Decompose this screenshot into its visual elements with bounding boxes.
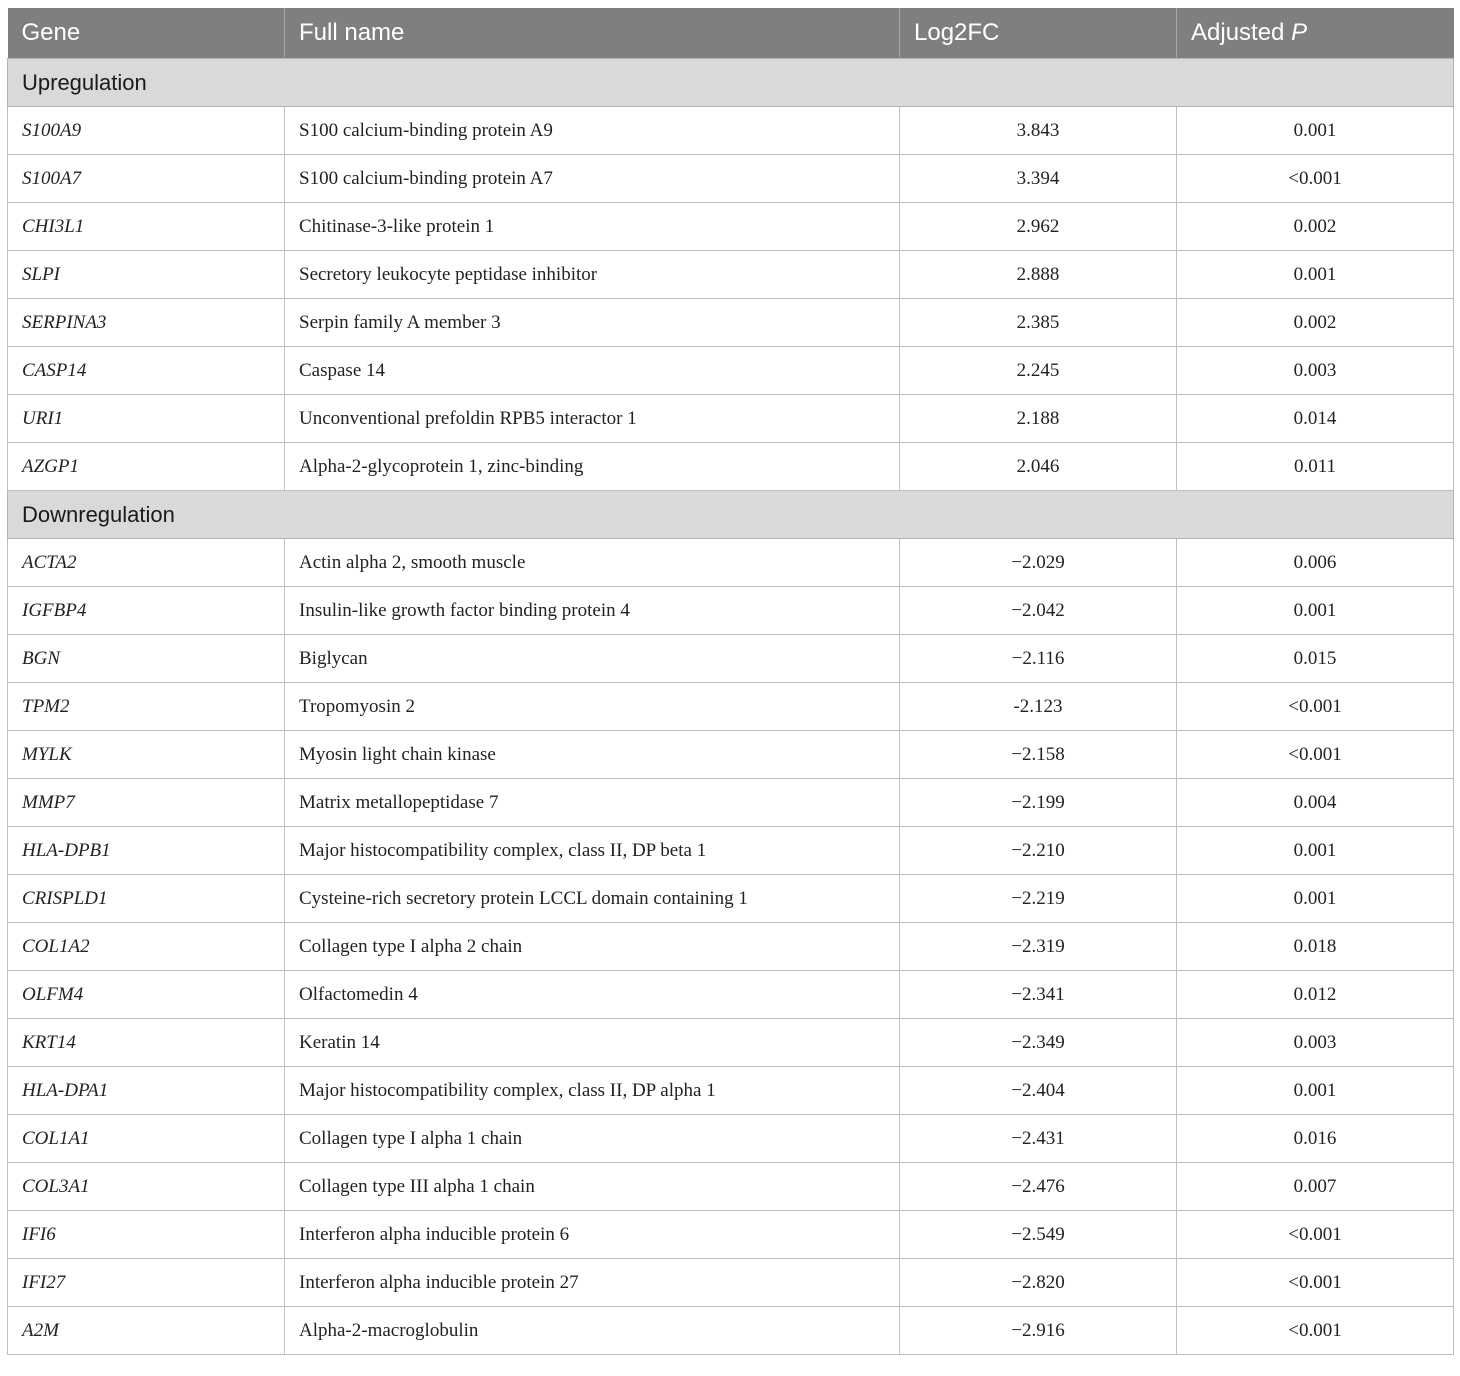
adjusted-p-cell: 0.001 [1177,587,1454,635]
table-row [8,107,1454,155]
gene-cell: AZGP1 [8,443,285,491]
full-name-cell: Myosin light chain kinase [285,731,900,779]
table-row [8,683,1454,731]
log2fc-cell: 2.046 [900,443,1177,491]
table-row [8,395,1454,443]
adjusted-p-cell: <0.001 [1177,731,1454,779]
full-name-cell: Serpin family A member 3 [285,299,900,347]
full-name-cell: Collagen type I alpha 2 chain [285,923,900,971]
header-full-name: Full name [285,8,900,59]
full-name-cell: Actin alpha 2, smooth muscle [285,539,900,587]
full-name-cell: Keratin 14 [285,1019,900,1067]
gene-cell: HLA-DPB1 [8,827,285,875]
log2fc-cell: −2.349 [900,1019,1177,1067]
gene-cell: KRT14 [8,1019,285,1067]
gene-cell: TPM2 [8,683,285,731]
gene-cell: BGN [8,635,285,683]
table-row [8,1211,1454,1259]
header-adjusted-p [1177,8,1454,59]
adjusted-p-cell: 0.014 [1177,395,1454,443]
log2fc-cell: −2.029 [900,539,1177,587]
header-log2fc: Log2FC [900,8,1177,59]
gene-cell: COL1A2 [8,923,285,971]
log2fc-cell: 2.188 [900,395,1177,443]
adjusted-p-cell: <0.001 [1177,1211,1454,1259]
table-row [8,299,1454,347]
log2fc-cell: −2.199 [900,779,1177,827]
section-title: Upregulation [8,59,1454,107]
gene-cell: S100A9 [8,107,285,155]
adjusted-p-cell: 0.001 [1177,1067,1454,1115]
full-name-cell: Alpha-2-macroglobulin [285,1307,900,1355]
log2fc-cell: −2.210 [900,827,1177,875]
table-row [8,587,1454,635]
gene-cell: OLFM4 [8,971,285,1019]
table-row [8,827,1454,875]
full-name-cell: Interferon alpha inducible protein 27 [285,1259,900,1307]
header-row [8,8,1454,59]
log2fc-cell: −2.116 [900,635,1177,683]
full-name-cell: Major histocompatibility complex, class II, DP alpha 1 [285,1067,900,1115]
table-row [8,443,1454,491]
log2fc-cell: −2.219 [900,875,1177,923]
adjusted-p-cell: <0.001 [1177,683,1454,731]
table-row [8,155,1454,203]
adjusted-p-cell: <0.001 [1177,1307,1454,1355]
log2fc-cell: 2.962 [900,203,1177,251]
adjusted-p-cell: <0.001 [1177,1259,1454,1307]
log2fc-cell: −2.820 [900,1259,1177,1307]
log2fc-cell: 2.888 [900,251,1177,299]
log2fc-cell: 3.394 [900,155,1177,203]
table-header [8,8,1454,59]
table-row [8,875,1454,923]
adjusted-p-cell: 0.007 [1177,1163,1454,1211]
full-name-cell: Alpha-2-glycoprotein 1, zinc-binding [285,443,900,491]
table-row [8,203,1454,251]
table-container [7,8,1453,1355]
full-name-cell: Caspase 14 [285,347,900,395]
table-row [8,1259,1454,1307]
gene-cell: CRISPLD1 [8,875,285,923]
log2fc-cell: 2.385 [900,299,1177,347]
log2fc-cell: −2.042 [900,587,1177,635]
gene-cell: IGFBP4 [8,587,285,635]
log2fc-cell: -2.123 [900,683,1177,731]
full-name-cell: Collagen type I alpha 1 chain [285,1115,900,1163]
adjusted-p-cell: 0.002 [1177,299,1454,347]
gene-cell: CASP14 [8,347,285,395]
gene-cell: MMP7 [8,779,285,827]
full-name-cell: Insulin-like growth factor binding protein 4 [285,587,900,635]
adjusted-p-cell: 0.012 [1177,971,1454,1019]
adjusted-p-cell: 0.015 [1177,635,1454,683]
full-name-cell: Major histocompatibility complex, class II, DP beta 1 [285,827,900,875]
adjusted-p-cell: 0.001 [1177,827,1454,875]
section-row [8,491,1454,539]
adjusted-p-cell: 0.006 [1177,539,1454,587]
adjusted-p-cell: 0.001 [1177,107,1454,155]
table-row [8,1307,1454,1355]
gene-cell: ACTA2 [8,539,285,587]
log2fc-cell: −2.341 [900,971,1177,1019]
gene-cell: HLA-DPA1 [8,1067,285,1115]
adjusted-p-cell: 0.003 [1177,1019,1454,1067]
full-name-cell: Collagen type III alpha 1 chain [285,1163,900,1211]
header-adjusted-p-label: Adjusted [1191,19,1292,46]
log2fc-cell: 3.843 [900,107,1177,155]
log2fc-cell: 2.245 [900,347,1177,395]
table-row [8,347,1454,395]
table-row [8,1163,1454,1211]
adjusted-p-cell: 0.004 [1177,779,1454,827]
table-row [8,923,1454,971]
adjusted-p-cell: 0.018 [1177,923,1454,971]
full-name-cell: Unconventional prefoldin RPB5 interactor 1 [285,395,900,443]
section-row [8,59,1454,107]
table-row [8,1115,1454,1163]
gene-expression-table [7,8,1454,1355]
adjusted-p-cell: 0.001 [1177,251,1454,299]
log2fc-cell: −2.549 [900,1211,1177,1259]
adjusted-p-cell: 0.003 [1177,347,1454,395]
table-row [8,251,1454,299]
header-gene: Gene [8,8,285,59]
full-name-cell: S100 calcium-binding protein A9 [285,107,900,155]
full-name-cell: Olfactomedin 4 [285,971,900,1019]
gene-cell: MYLK [8,731,285,779]
gene-cell: COL3A1 [8,1163,285,1211]
gene-cell: S100A7 [8,155,285,203]
gene-cell: URI1 [8,395,285,443]
gene-cell: COL1A1 [8,1115,285,1163]
full-name-cell: Matrix metallopeptidase 7 [285,779,900,827]
log2fc-cell: −2.158 [900,731,1177,779]
table-row [8,1067,1454,1115]
full-name-cell: Interferon alpha inducible protein 6 [285,1211,900,1259]
log2fc-cell: −2.916 [900,1307,1177,1355]
log2fc-cell: −2.319 [900,923,1177,971]
table-row [8,539,1454,587]
adjusted-p-cell: 0.016 [1177,1115,1454,1163]
section-title: Downregulation [8,491,1454,539]
table-row [8,1019,1454,1067]
table-row [8,731,1454,779]
full-name-cell: Chitinase-3-like protein 1 [285,203,900,251]
gene-cell: CHI3L1 [8,203,285,251]
gene-cell: SLPI [8,251,285,299]
log2fc-cell: −2.404 [900,1067,1177,1115]
gene-cell: IFI6 [8,1211,285,1259]
table-row [8,635,1454,683]
full-name-cell: Secretory leukocyte peptidase inhibitor [285,251,900,299]
adjusted-p-cell: 0.001 [1177,875,1454,923]
gene-cell: IFI27 [8,1259,285,1307]
table-row [8,779,1454,827]
adjusted-p-cell: 0.011 [1177,443,1454,491]
full-name-cell: S100 calcium-binding protein A7 [285,155,900,203]
full-name-cell: Biglycan [285,635,900,683]
table-body [8,59,1454,1355]
gene-cell: SERPINA3 [8,299,285,347]
log2fc-cell: −2.431 [900,1115,1177,1163]
header-adjusted-p-symbol: P [1291,19,1308,46]
adjusted-p-cell: <0.001 [1177,155,1454,203]
adjusted-p-cell: 0.002 [1177,203,1454,251]
full-name-cell: Cysteine-rich secretory protein LCCL domain containing 1 [285,875,900,923]
full-name-cell: Tropomyosin 2 [285,683,900,731]
log2fc-cell: −2.476 [900,1163,1177,1211]
gene-cell: A2M [8,1307,285,1355]
table-row [8,971,1454,1019]
